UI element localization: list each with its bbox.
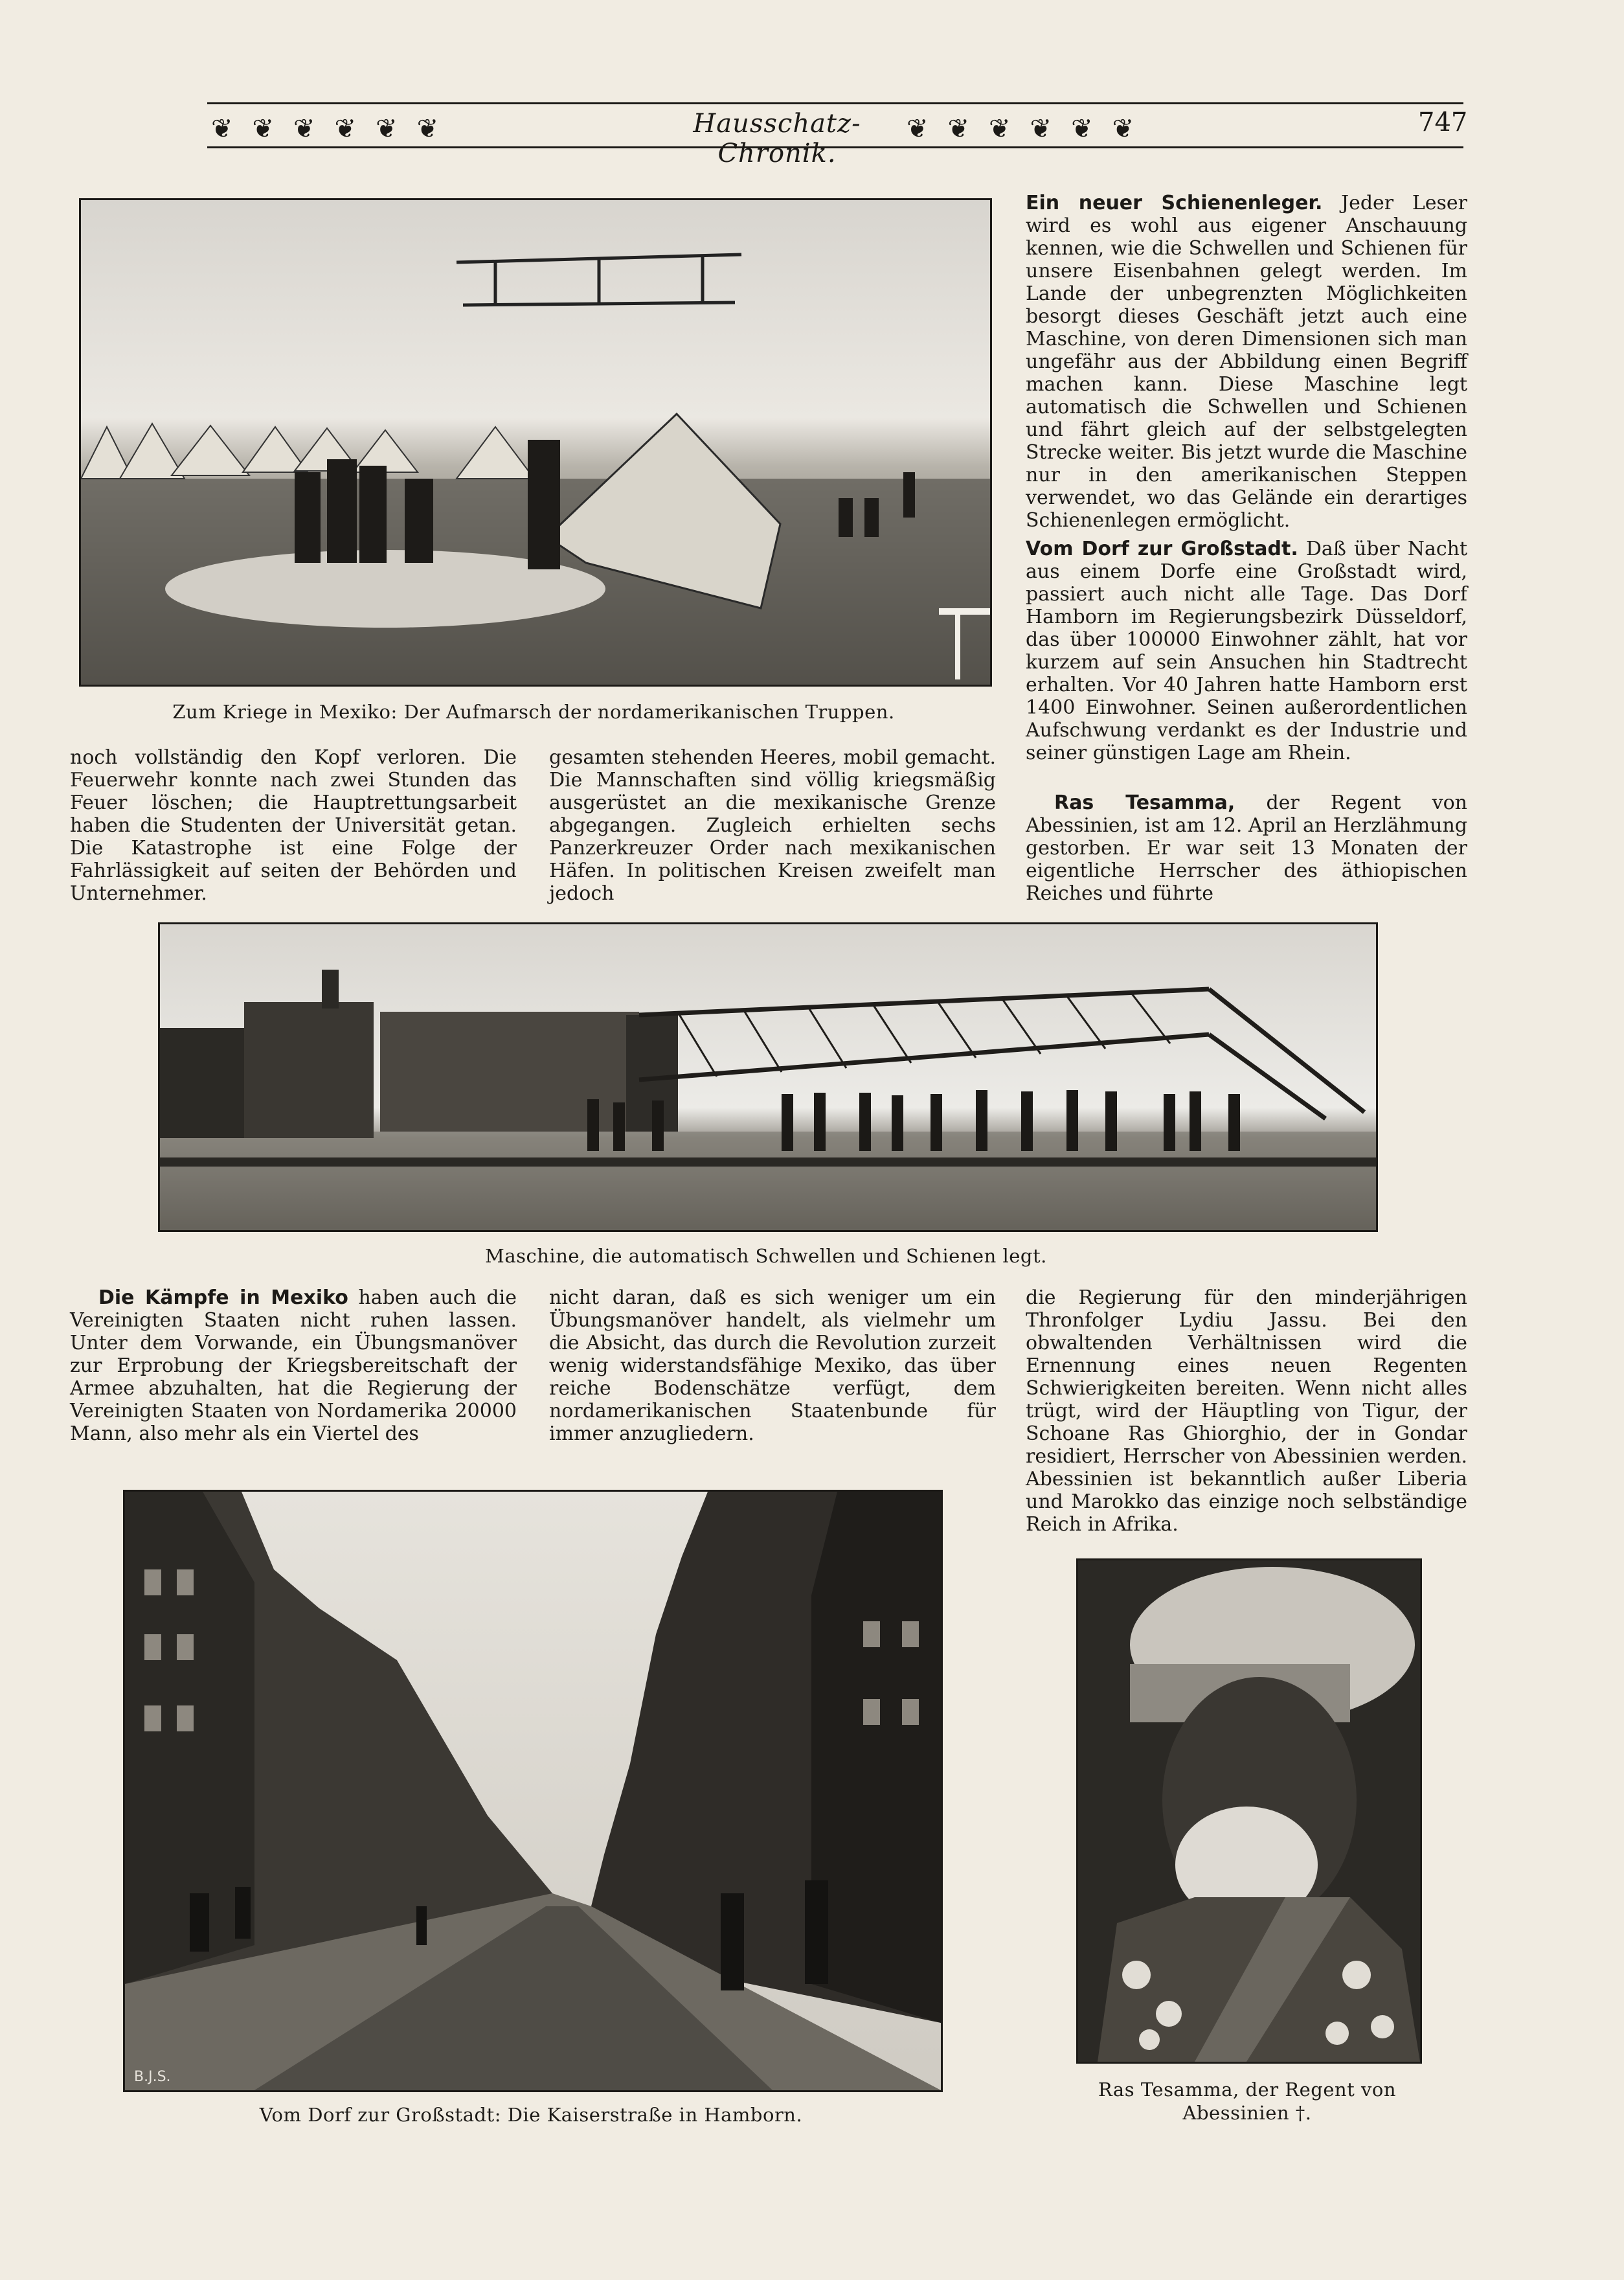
photo-track-machine: [158, 922, 1378, 1232]
caption-hamborn: Vom Dorf zur Großstadt: Die Kaiserstraße in Hamborn.: [259, 2104, 803, 2126]
article-mexiko: Die Kämpfe in Mexiko haben auch die Vereinigten Staaten nicht ruhen lassen. Unter dem Vorwande, ein Übungsmanöver zur Erprobung der Kriegsbereitschaft der Armee abzuhalten, hat die Regierung der Vereinigten Staaten von Nordamerika 20000 Mann, also mehr als ein Viertel des: [70, 1286, 517, 1445]
header-ornament-right: ❦❦❦❦❦❦: [907, 114, 1154, 144]
article-ras-part1: Ras Tesamma, der Regent von Abessinien, ist am 12. April an Herzlähmung gestorben. Er war seit 13 Monaten der eigentliche Herrscher des äthiopischen Reiches und führte: [1026, 792, 1467, 905]
caption-ras-line2: Abessinien †.: [1182, 2102, 1312, 2124]
heading-dorf: Vom Dorf zur Großstadt.: [1026, 538, 1298, 560]
caption-ras-line1: Ras Tesamma, der Regent von: [1098, 2079, 1397, 2101]
article-dorf: Vom Dorf zur Großstadt. Daß über Nacht aus einem Dorfe eine Großstadt wird, passiert auch nicht alle Tage. Das Dorf Hamborn im Regierungsbezirk Düsseldorf, das über 100000 Einwohner zählt, hat vor kurzem auf sein Ansuchen hin Stadtrecht erhalten. Vor 40 Jahren hatte Hamborn erst 1400 Einwohner. Seinen außerordentlichen Aufschwung verdankt es der Industrie und seiner günstigen Lage am Rhein.: [1026, 538, 1468, 764]
caption-troops: Zum Kriege in Mexiko: Der Aufmarsch der nordamerikanischen Truppen.: [172, 701, 895, 723]
heading-ras: Ras Tesamma,: [1054, 792, 1235, 814]
photo-ras-tesamma: [1076, 1558, 1422, 2064]
page-number: 747: [1418, 108, 1468, 137]
article-heer-continuation: gesamten stehenden Heeres, mobil gemacht. Die Mannschaften sind völlig kriegsmäßig ausgerüstet an die mexikanische Grenze abgegangen. Zugleich erhielten sechs Panzerkreuzer Order nach mexikanischen Häfen. In politischen Kreisen zweifelt man jedoch: [549, 746, 996, 905]
caption-ras: [1062, 2078, 1432, 2125]
header-rule-top: [207, 102, 1463, 104]
article-schienenleger: Ein neuer Schienenleger. Jeder Leser wird es wohl aus eigener Anschauung kennen, wie die Schwellen und Schienen für unsere Eisenbahnen gelegt werden. Im Lande der unbegrenzten Möglichkeiten besorgt dieses Geschäft jetzt auch eine Maschine, von deren Dimensionen sich man ungefähr aus der Abbildung einen Begriff machen kann. Diese Maschine legt automatisch die Schwellen und Schienen und fährt gleich auf der selbstgelegten Strecke weiter. Bis jetzt wurde die Maschine nur in den amerikanischen Steppen verwendet, wo das Gelände ein derartiges Schienenlegen ermöglicht.: [1026, 192, 1468, 532]
heading-mexiko: Die Kämpfe in Mexiko: [98, 1286, 348, 1309]
photo-troops-biplane: [79, 198, 992, 687]
article-fire-continuation: noch vollständig den Kopf verloren. Die Feuerwehr konnte nach zwei Stunden das Feuer löschen; die Hauptrettungsarbeit haben die Studenten der Universität getan. Die Katastrophe ist eine Folge der Fahrlässigkeit auf seiten der Behörden und Unternehmer.: [70, 746, 517, 905]
article-mexiko-continuation: nicht daran, daß es sich weniger um ein Übungsmanöver handelt, als vielmehr um die Absicht, das durch die Revolution zurzeit wenig widerstandsfähige Mexiko, das über reiche Bodenschätze verfügt, dem nordamerikanischen Staatenbunde für immer anzugliedern.: [549, 1286, 996, 1445]
heading-schienenleger: Ein neuer Schienenleger.: [1026, 192, 1323, 214]
header-ornament-left: ❦❦❦❦❦❦: [211, 114, 458, 144]
caption-track-machine: Maschine, die automatisch Schwellen und Schienen legt.: [485, 1245, 1047, 1267]
photo-mark: B.J.S.: [134, 2069, 171, 2085]
header-title: Hausschatz-Chronik.: [693, 109, 861, 168]
photo-hamborn-street: [123, 1490, 943, 2092]
article-ras-part2: die Regierung für den minderjährigen Thronfolger Lydiu Jassu. Bei den obwaltenden Verhältnissen wird die Ernennung eines neuen Regenten Schwierigkeiten bereiten. Wenn nicht alles trügt, wird der Häuptling von Tigur, der Schoane Ras Ghiorghio, der in Gondar residiert, Herrscher von Abessinien werden. Abessinien ist bekanntlich außer Liberia und Marokko das einzige noch selbständige Reich in Afrika.: [1026, 1286, 1467, 1536]
